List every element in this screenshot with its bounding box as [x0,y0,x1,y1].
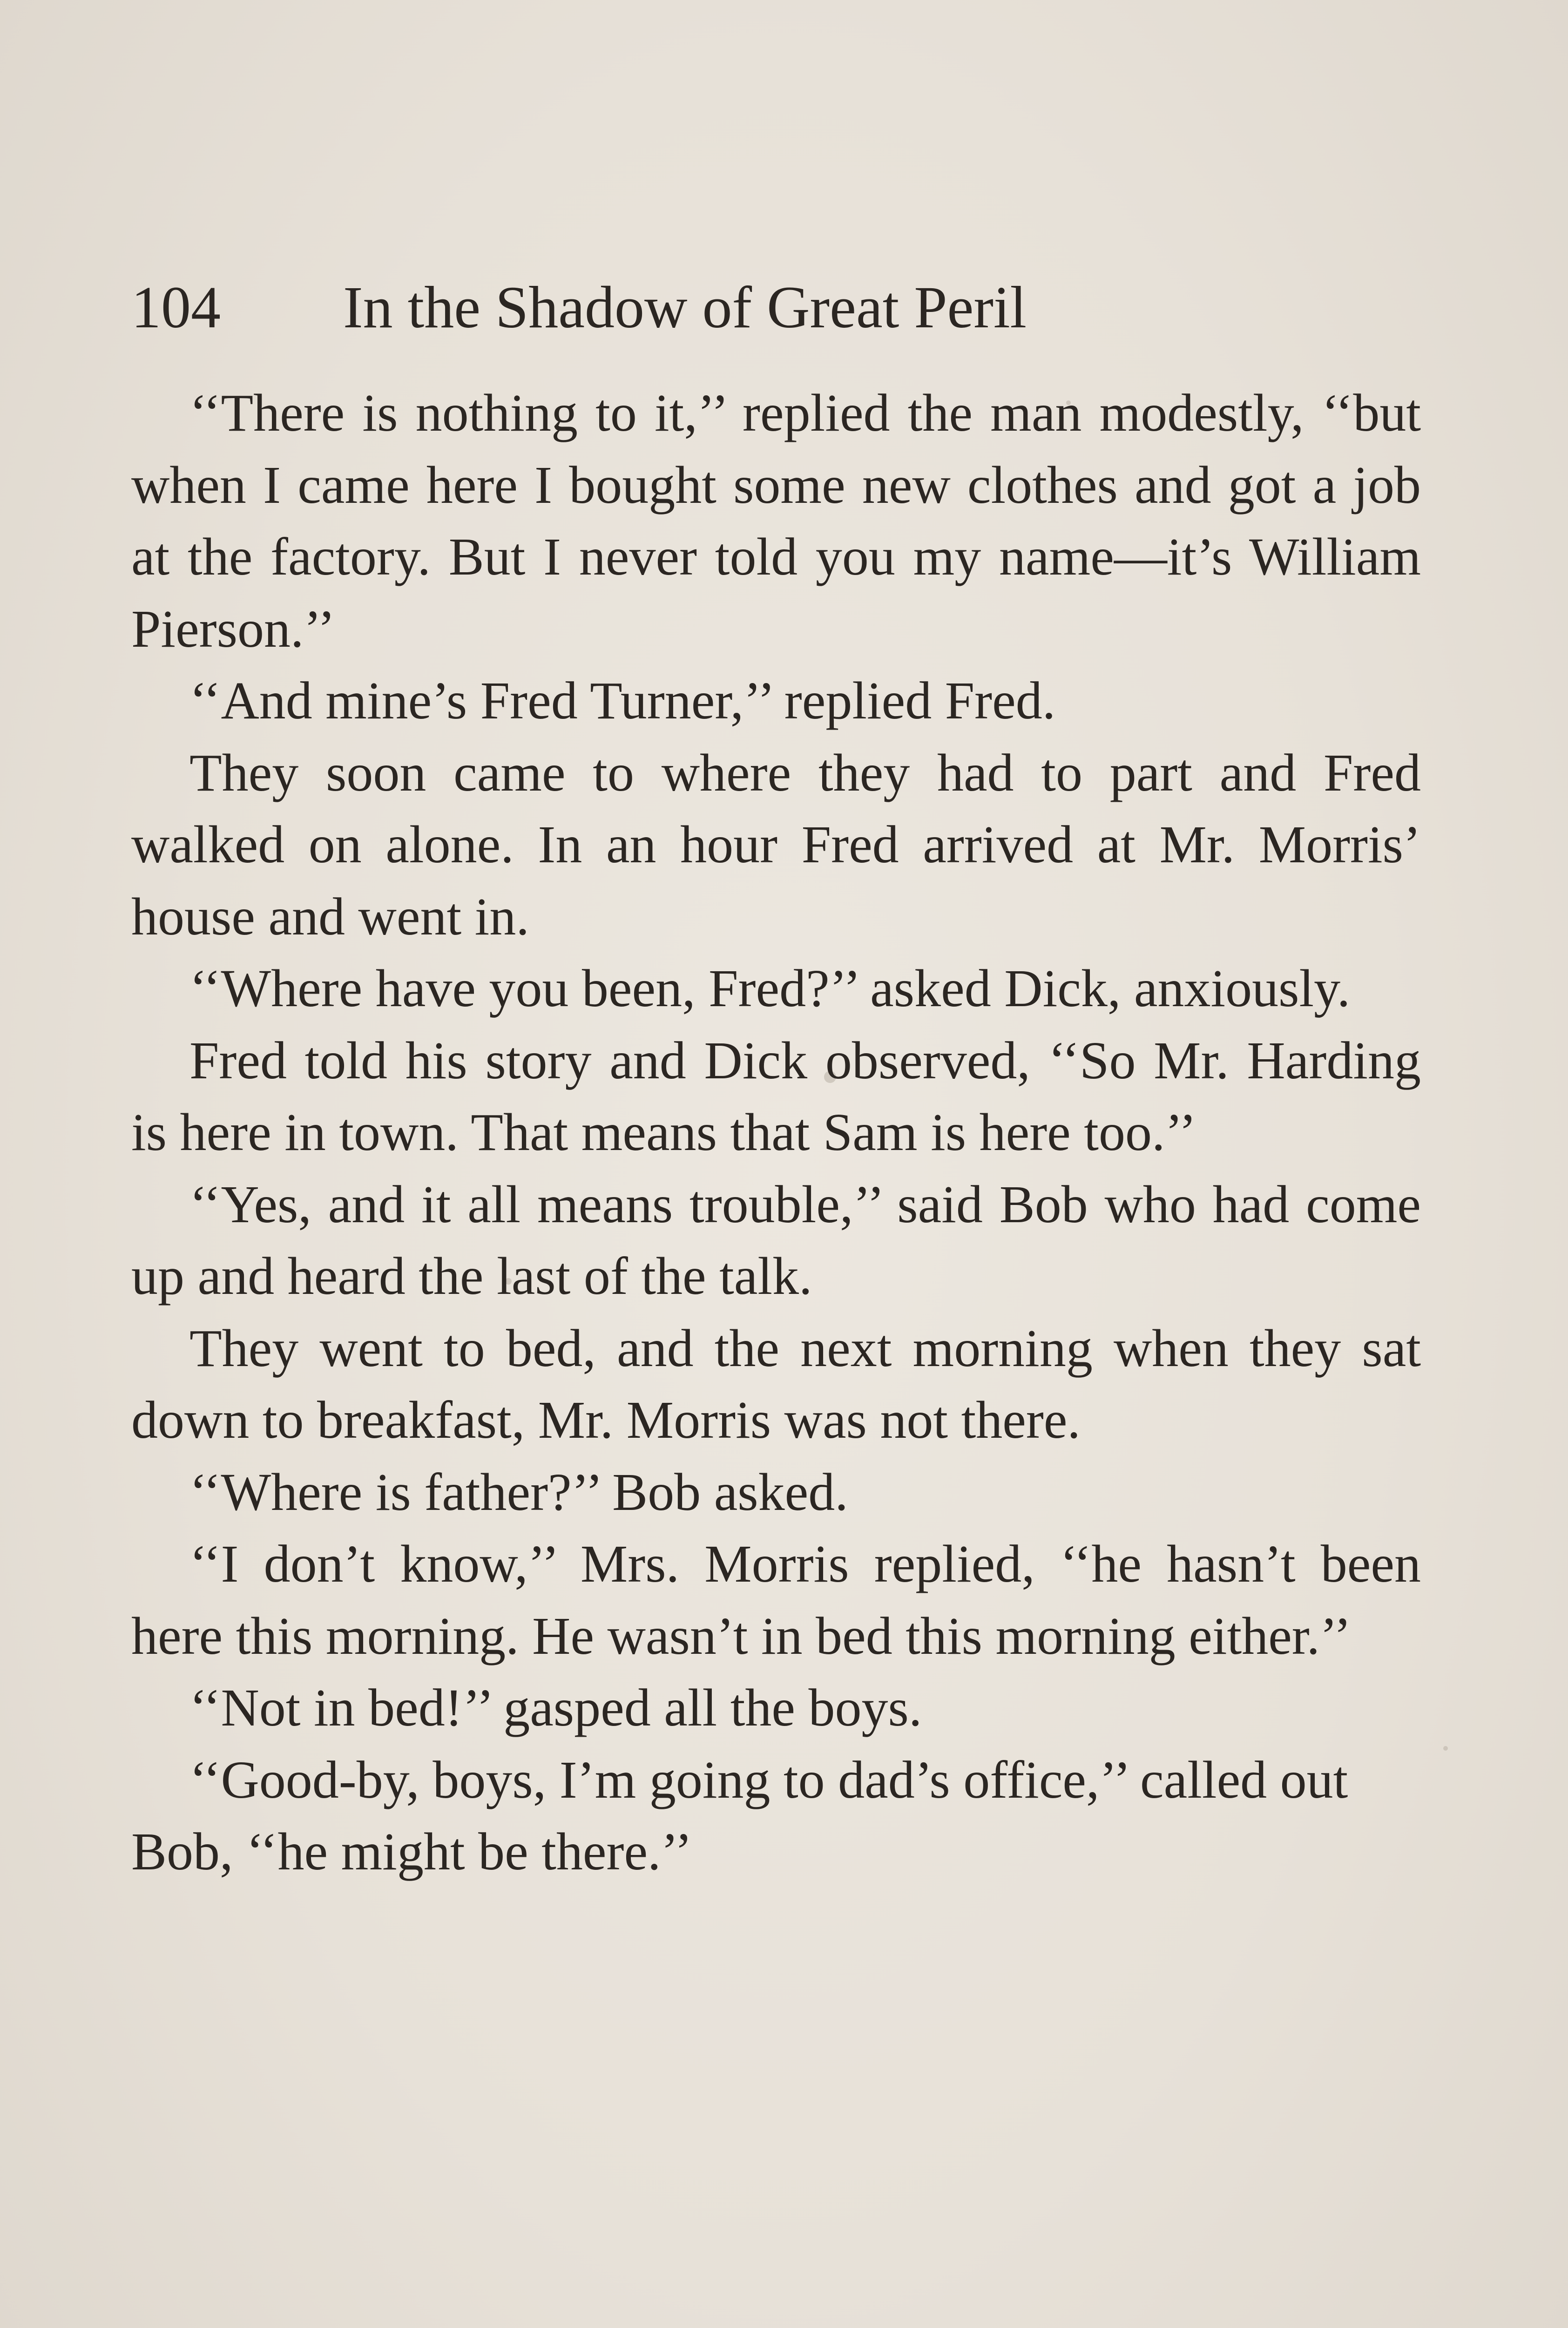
paragraph: They went to bed, and the next morning when they sat down to breakfast, Mr. Morris was not there. [131,1318,1421,1449]
paragraph: ‘‘I don’t know,’’ Mrs. Morris replied, ‘‘he hasn’t been here this morning. He wasn’t in bed this morning either.’’ [131,1534,1421,1665]
running-title: In the Shadow of Great Peril [343,274,1027,340]
paragraph: Fred told his story and Dick observed, ‘‘So Mr. Harding is here in town. That means that Sam is here too.’’ [131,1030,1421,1162]
paragraph: ‘‘There is nothing to it,’’ replied the man modestly, ‘‘but when I came here I bought some new clothes and got a job at the factory. But I never told you my name—it’s William Pierson.’’ [131,383,1421,658]
paragraph: ‘‘Good-by, boys, I’m going to dad’s office,’’ called out Bob, ‘‘he might be there.’’ [131,1750,1348,1881]
paragraph: ‘‘Yes, and it all means trouble,’’ said Bob who had come up and heard the last of the talk. [131,1174,1421,1306]
paragraph: ‘‘Not in bed!’’ gasped all the boys. [189,1678,922,1737]
paragraph: ‘‘Where have you been, Fred?’’ asked Dick, anxiously. [189,959,1351,1018]
paragraph: ‘‘And mine’s Fred Turner,’’ replied Fred. [189,671,1056,730]
body-text [131,377,1421,1888]
page-header [131,261,1426,354]
paragraph: They soon came to where they had to part and Fred walked on alone. In an hour Fred arrived at Mr. Morris’ house and went in. [131,743,1421,946]
page-number: 104 [131,274,221,340]
paper-speck [1443,1746,1448,1751]
paragraph: ‘‘Where is father?’’ Bob asked. [189,1462,848,1522]
